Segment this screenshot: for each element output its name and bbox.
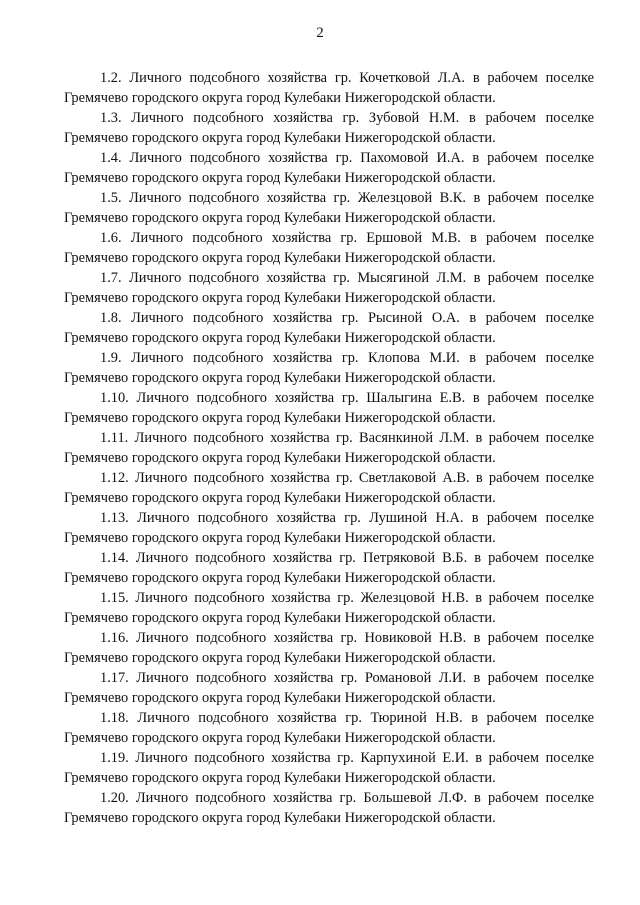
item-line-1: 1.6. Личного подсобного хозяйства гр. Ершовой М.В. в рабочем поселке [100,230,594,246]
list-item [64,188,594,228]
item-line-2: Гремячево городского округа город Кулебаки Нижегородской области. [64,490,496,506]
item-line-1: 1.10. Личного подсобного хозяйства гр. Шалыгина Е.В. в рабочем поселке [100,390,594,406]
item-line-1: 1.15. Личного подсобного хозяйства гр. Железцовой Н.В. в рабочем поселке [100,590,594,606]
list-item [64,548,594,588]
list-item [64,508,594,548]
item-line-1: 1.17. Личного подсобного хозяйства гр. Романовой Л.И. в рабочем поселке [100,670,594,686]
page-number: 2 [316,25,324,41]
item-list [64,68,594,828]
item-line-2: Гремячево городского округа город Кулебаки Нижегородской области. [64,370,496,386]
item-line-2: Гремячево городского округа город Кулебаки Нижегородской области. [64,130,496,146]
item-line-1: 1.8. Личного подсобного хозяйства гр. Рысиной О.А. в рабочем поселке [100,310,594,326]
list-item [64,108,594,148]
item-line-2: Гремячево городского округа город Кулебаки Нижегородской области. [64,410,496,426]
list-item [64,628,594,668]
list-item [64,308,594,348]
item-line-1: 1.14. Личного подсобного хозяйства гр. Петряковой В.Б. в рабочем поселке [100,550,594,566]
item-line-2: Гремячево городского округа город Кулебаки Нижегородской области. [64,770,496,786]
item-line-2: Гремячево городского округа город Кулебаки Нижегородской области. [64,610,496,626]
item-line-1: 1.18. Личного подсобного хозяйства гр. Тюриной Н.В. в рабочем поселке [100,710,594,726]
item-line-2: Гремячево городского округа город Кулебаки Нижегородской области. [64,450,496,466]
list-item [64,388,594,428]
item-line-1: 1.4. Личного подсобного хозяйства гр. Пахомовой И.А. в рабочем поселке [100,150,594,166]
list-item [64,68,594,108]
item-line-2: Гремячево городского округа город Кулебаки Нижегородской области. [64,290,496,306]
item-line-2: Гремячево городского округа город Кулебаки Нижегородской области. [64,90,496,106]
item-line-2: Гремячево городского округа город Кулебаки Нижегородской области. [64,330,496,346]
item-line-1: 1.9. Личного подсобного хозяйства гр. Клопова М.И. в рабочем поселке [100,350,594,366]
item-line-2: Гремячево городского округа город Кулебаки Нижегородской области. [64,570,496,586]
list-item [64,268,594,308]
item-line-2: Гремячево городского округа город Кулебаки Нижегородской области. [64,530,496,546]
item-line-2: Гремячево городского округа город Кулебаки Нижегородской области. [64,730,496,746]
list-item [64,228,594,268]
list-item [64,788,594,828]
item-line-1: 1.12. Личного подсобного хозяйства гр. Светлаковой А.В. в рабочем поселке [100,470,594,486]
item-line-1: 1.19. Личного подсобного хозяйства гр. Карпухиной Е.И. в рабочем поселке [100,750,594,766]
list-item [64,148,594,188]
item-line-1: 1.2. Личного подсобного хозяйства гр. Кочетковой Л.А. в рабочем поселке [100,70,594,86]
item-line-2: Гремячево городского округа город Кулебаки Нижегородской области. [64,690,496,706]
list-item [64,708,594,748]
list-item [64,748,594,788]
item-line-1: 1.7. Личного подсобного хозяйства гр. Мысягиной Л.М. в рабочем поселке [100,270,594,286]
item-line-1: 1.11. Личного подсобного хозяйства гр. Васянкиной Л.М. в рабочем поселке [100,430,594,446]
list-item [64,668,594,708]
item-line-2: Гремячево городского округа город Кулебаки Нижегородской области. [64,250,496,266]
item-line-1: 1.16. Личного подсобного хозяйства гр. Новиковой Н.В. в рабочем поселке [100,630,594,646]
item-line-2: Гремячево городского округа город Кулебаки Нижегородской области. [64,810,496,826]
item-line-1: 1.3. Личного подсобного хозяйства гр. Зубовой Н.М. в рабочем поселке [100,110,594,126]
item-line-1: 1.20. Личного подсобного хозяйства гр. Большевой Л.Ф. в рабочем поселке [100,790,594,806]
list-item [64,348,594,388]
list-item [64,588,594,628]
item-line-2: Гремячево городского округа город Кулебаки Нижегородской области. [64,650,496,666]
item-line-2: Гремячево городского округа город Кулебаки Нижегородской области. [64,210,496,226]
item-line-1: 1.5. Личного подсобного хозяйства гр. Железцовой В.К. в рабочем поселке [100,190,594,206]
item-line-1: 1.13. Личного подсобного хозяйства гр. Лушиной Н.А. в рабочем поселке [100,510,594,526]
list-item [64,428,594,468]
item-line-2: Гремячево городского округа город Кулебаки Нижегородской области. [64,170,496,186]
list-item [64,468,594,508]
